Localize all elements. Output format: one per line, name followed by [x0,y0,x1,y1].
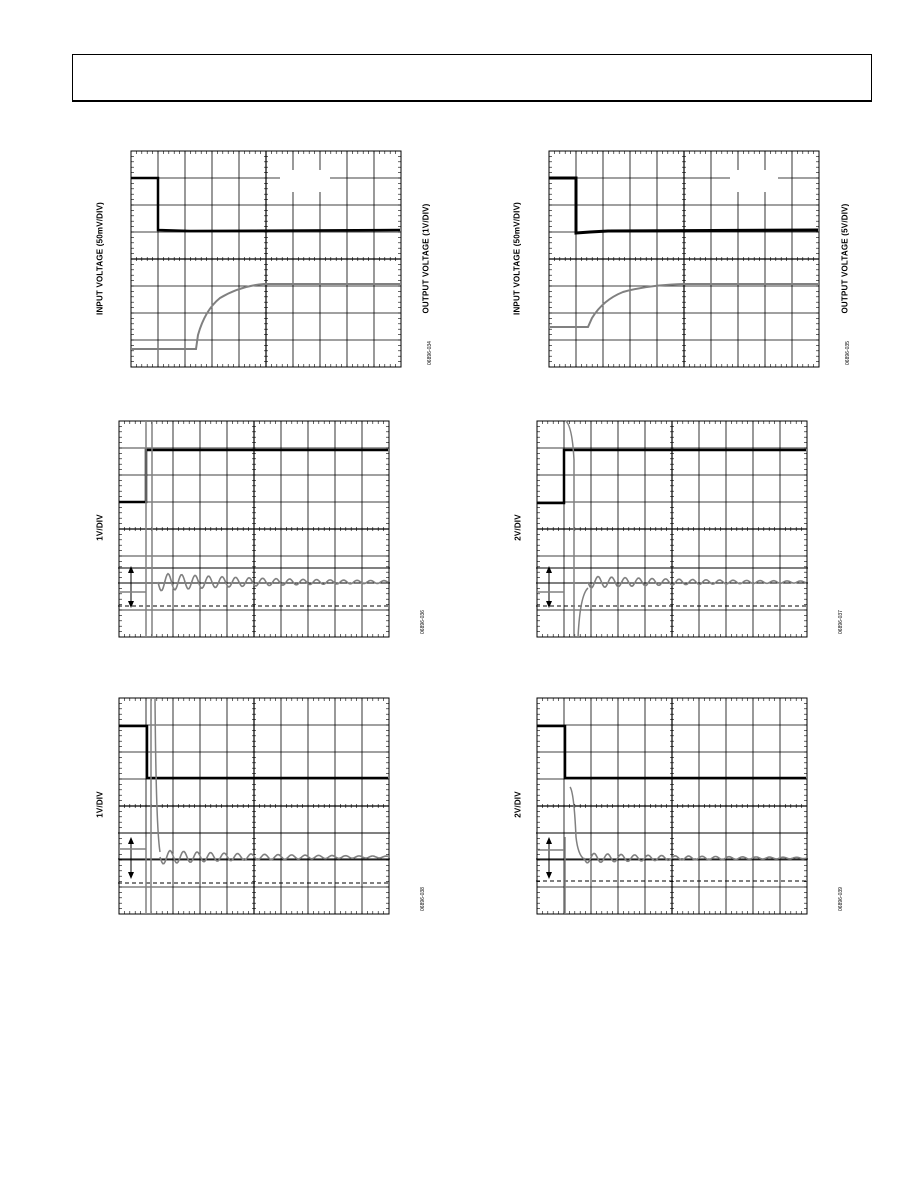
fig2-input-voltage-label: INPUT VOLTAGE (50mV/DIV) [512,202,522,315]
fig2-output-voltage-label: OUTPUT VOLTAGE (5V/DIV) [840,203,850,314]
fig1-output-voltage-label: OUTPUT VOLTAGE (1V/DIV) [421,203,431,314]
fig4-scope-plot [536,420,808,638]
fig1-blank-patch [280,170,330,192]
fig2-figure-number: 06896-035 [845,341,851,365]
page-header-box [72,54,872,102]
fig6-output-trace [584,853,806,862]
fig5-arrow-marker [128,837,134,879]
fig3-output-trace [158,574,388,591]
fig4-volts-per-div-label: 2V/DIV [513,514,523,541]
fig3-grid [119,421,389,637]
fig6-volts-per-div-label: 2V/DIV [513,791,523,818]
fig3-arrow-marker [128,566,134,608]
fig3-figure-number: 06896-036 [420,610,426,634]
fig6-arrow-marker [546,837,552,879]
fig1-scope-plot [130,150,402,368]
fig3-volts-per-div-label: 1V/DIV [95,514,105,541]
fig5-scope-plot [118,697,390,915]
fig6-grid [537,698,807,914]
fig1-input-voltage-label: INPUT VOLTAGE (50mV/DIV) [95,202,105,315]
fig5-output-trace [160,851,388,864]
fig5-grid [119,698,389,914]
fig5-volts-per-div-label: 1V/DIV [95,791,105,818]
fig3-scope-plot [118,420,390,638]
fig4-figure-number: 06896-037 [838,610,844,634]
fig1-figure-number: 06896-034 [427,341,433,365]
fig6-scope-plot [536,697,808,915]
fig5-figure-number: 06896-038 [420,887,426,911]
fig4-output-trace [588,577,806,588]
fig2-grid [549,151,819,367]
fig2-scope-plot [548,150,820,368]
fig4-grid [537,421,807,637]
fig1-grid [131,151,401,367]
fig6-figure-number: 06896-039 [838,887,844,911]
fig4-arrow-marker [546,566,552,608]
fig2-blank-patch [730,170,778,192]
